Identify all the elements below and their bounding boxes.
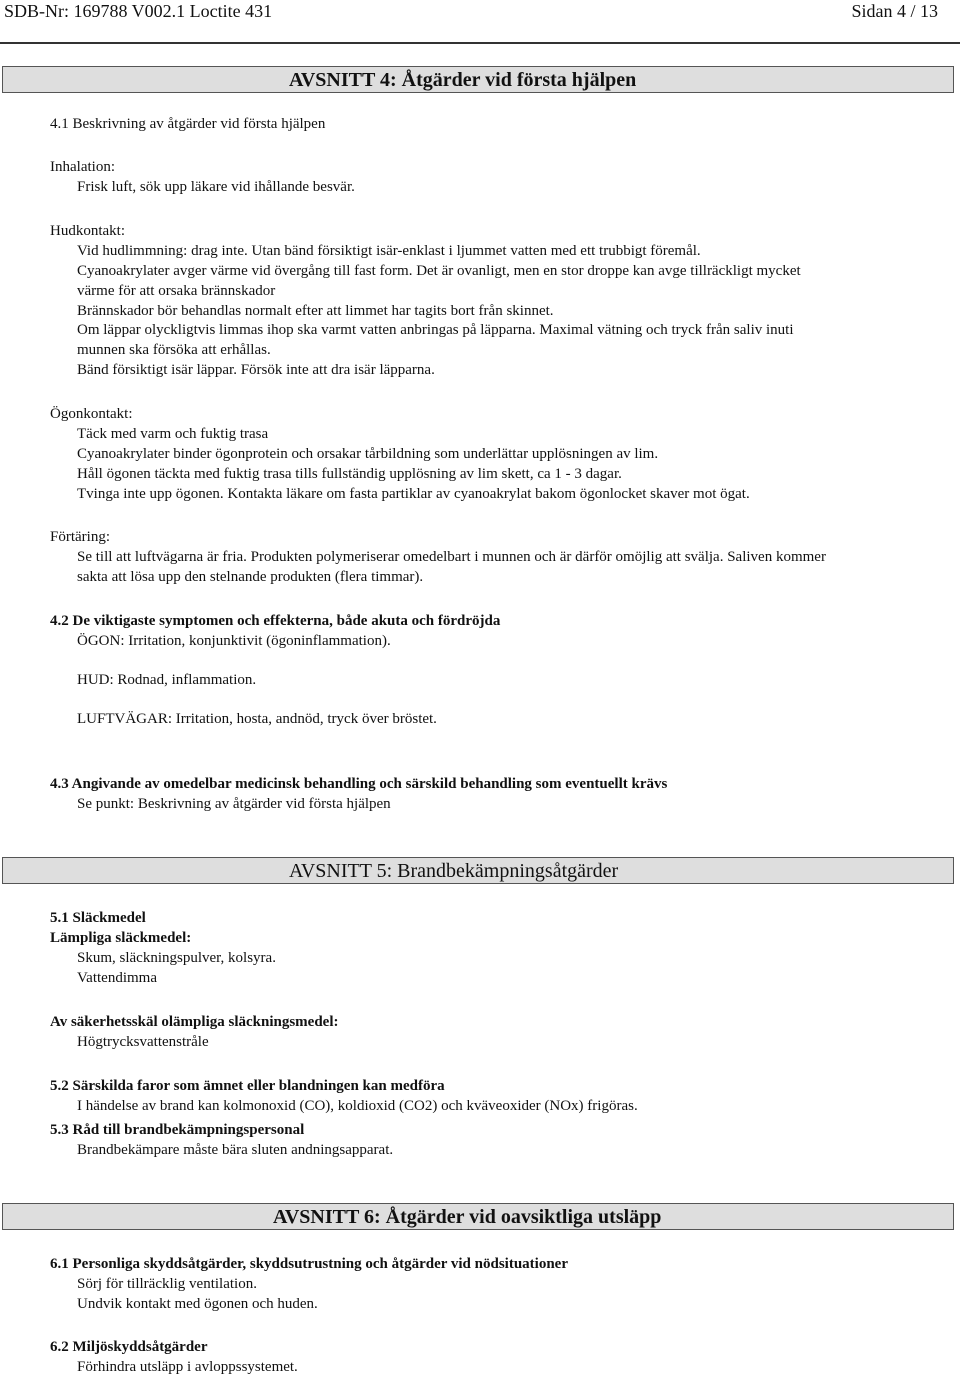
eye-text: Cyanoakrylater binder ögonprotein och orsakar tårbildning som underlättar upplösningen av lim.	[77, 446, 659, 462]
eye-text: Täck med varm och fuktig trasa	[77, 426, 269, 442]
unsuitable-media-text: Högtrycksvattenstråle	[77, 1034, 209, 1050]
page-number: Sidan 4 / 13	[851, 1, 938, 21]
suitable-media-label: Lämpliga släckmedel:	[50, 930, 192, 946]
skin-text: Brännskador bör behandlas normalt efter att limmet har tagits bort från skinnet.	[77, 303, 554, 319]
ingestion-label: Förtäring:	[50, 529, 110, 545]
inhalation-text: Frisk luft, sök upp läkare vid ihållande besvär.	[77, 179, 355, 195]
document-id: SDB-Nr: 169788 V002.1 Loctite 431	[4, 1, 273, 21]
ingestion-text: Se till att luftvägarna är fria. Produkten polymeriserar omedelbart i munnen och är därför omöjlig att svälja. Saliven kommer	[77, 549, 826, 565]
unsuitable-media-label: Av säkerhetsskäl olämpliga släckningsmedel:	[50, 1014, 339, 1030]
firefighter-advice-text: Brandbekämpare måste bära sluten andningsapparat.	[77, 1142, 394, 1158]
section-6-title: AVSNITT 6: Åtgärder vid oavsiktliga utsläpp	[273, 1206, 662, 1228]
environmental-precautions-text: Förhindra utsläpp i avloppssystemet.	[77, 1359, 298, 1375]
page-header	[4, 0, 938, 24]
symptom-skin: HUD: Rodnad, inflammation.	[77, 672, 257, 688]
heading-6-2: 6.2 Miljöskyddsåtgärder	[50, 1339, 208, 1355]
personal-precautions-text: Undvik kontakt med ögonen och huden.	[77, 1296, 318, 1312]
inhalation-label: Inhalation:	[50, 159, 115, 175]
eye-label: Ögonkontakt:	[50, 406, 133, 422]
skin-text: Bänd försiktigt isär läppar. Försök inte att dra isär läpparna.	[77, 362, 435, 378]
skin-text: Om läppar olyckligtvis limmas ihop ska varmt vatten anbringas på läpparna. Maximal vätning och tryck från saliv inuti	[77, 322, 794, 338]
heading-4-1: 4.1 Beskrivning av åtgärder vid första hjälpen	[50, 116, 326, 132]
treatment-text: Se punkt: Beskrivning av åtgärder vid första hjälpen	[77, 796, 391, 812]
heading-5-3: 5.3 Råd till brandbekämpningspersonal	[50, 1122, 305, 1138]
suitable-media-text: Vattendimma	[77, 970, 157, 986]
ingestion-text: sakta att lösa upp den stelnande produkten (flera timmar).	[77, 569, 424, 585]
eye-text: Tvinga inte upp ögonen. Kontakta läkare om fasta partiklar av cyanoakrylat bakom ögonlocket skaver mot ögat.	[77, 486, 750, 502]
section-4-title: AVSNITT 4: Åtgärder vid första hjälpen	[289, 69, 637, 91]
header-divider	[0, 42, 960, 44]
heading-5-2: 5.2 Särskilda faror som ämnet eller blandningen kan medföra	[50, 1078, 445, 1094]
suitable-media-text: Skum, släckningspulver, kolsyra.	[77, 950, 276, 966]
special-hazards-text: I händelse av brand kan kolmonoxid (CO), koldioxid (CO2) och kväveoxider (NOx) frigöras.	[77, 1098, 638, 1114]
section-4-bar	[2, 66, 954, 93]
heading-4-2: 4.2 De viktigaste symptomen och effekterna, både akuta och fördröjda	[50, 613, 501, 629]
heading-4-3: 4.3 Angivande av omedelbar medicinsk behandling och särskild behandling som eventuellt krävs	[50, 776, 668, 792]
symptom-eyes: ÖGON: Irritation, konjunktivit (ögoninflammation).	[77, 633, 391, 649]
section-5-bar	[2, 857, 954, 884]
symptom-airways: LUFTVÄGAR: Irritation, hosta, andnöd, tryck över bröstet.	[77, 711, 437, 727]
heading-5-1: 5.1 Släckmedel	[50, 910, 146, 926]
skin-text: värme för att orsaka brännskador	[77, 283, 276, 299]
section-5-title: AVSNITT 5: Brandbekämpningsåtgärder	[289, 860, 619, 882]
personal-precautions-text: Sörj för tillräcklig ventilation.	[77, 1276, 257, 1292]
eye-text: Håll ögonen täckta med fuktig trasa tills fullständig upplösning av lim skett, ca 1 - 3 dagar.	[77, 466, 622, 482]
section-6-bar	[2, 1203, 954, 1230]
skin-label: Hudkontakt:	[50, 223, 125, 239]
skin-text: Vid hudlimmning: drag inte. Utan bänd försiktigt isär-enklast i ljummet vatten med ett trubbigt föremål.	[77, 243, 701, 259]
heading-6-1: 6.1 Personliga skyddsåtgärder, skyddsutrustning och åtgärder vid nödsituationer	[50, 1256, 568, 1272]
skin-text: munnen ska försöka att erhållas.	[77, 342, 271, 358]
skin-text: Cyanoakrylater avger värme vid övergång till fast form. Det är ovanligt, men en stor droppe kan avge tillräckligt mycket	[77, 263, 801, 279]
